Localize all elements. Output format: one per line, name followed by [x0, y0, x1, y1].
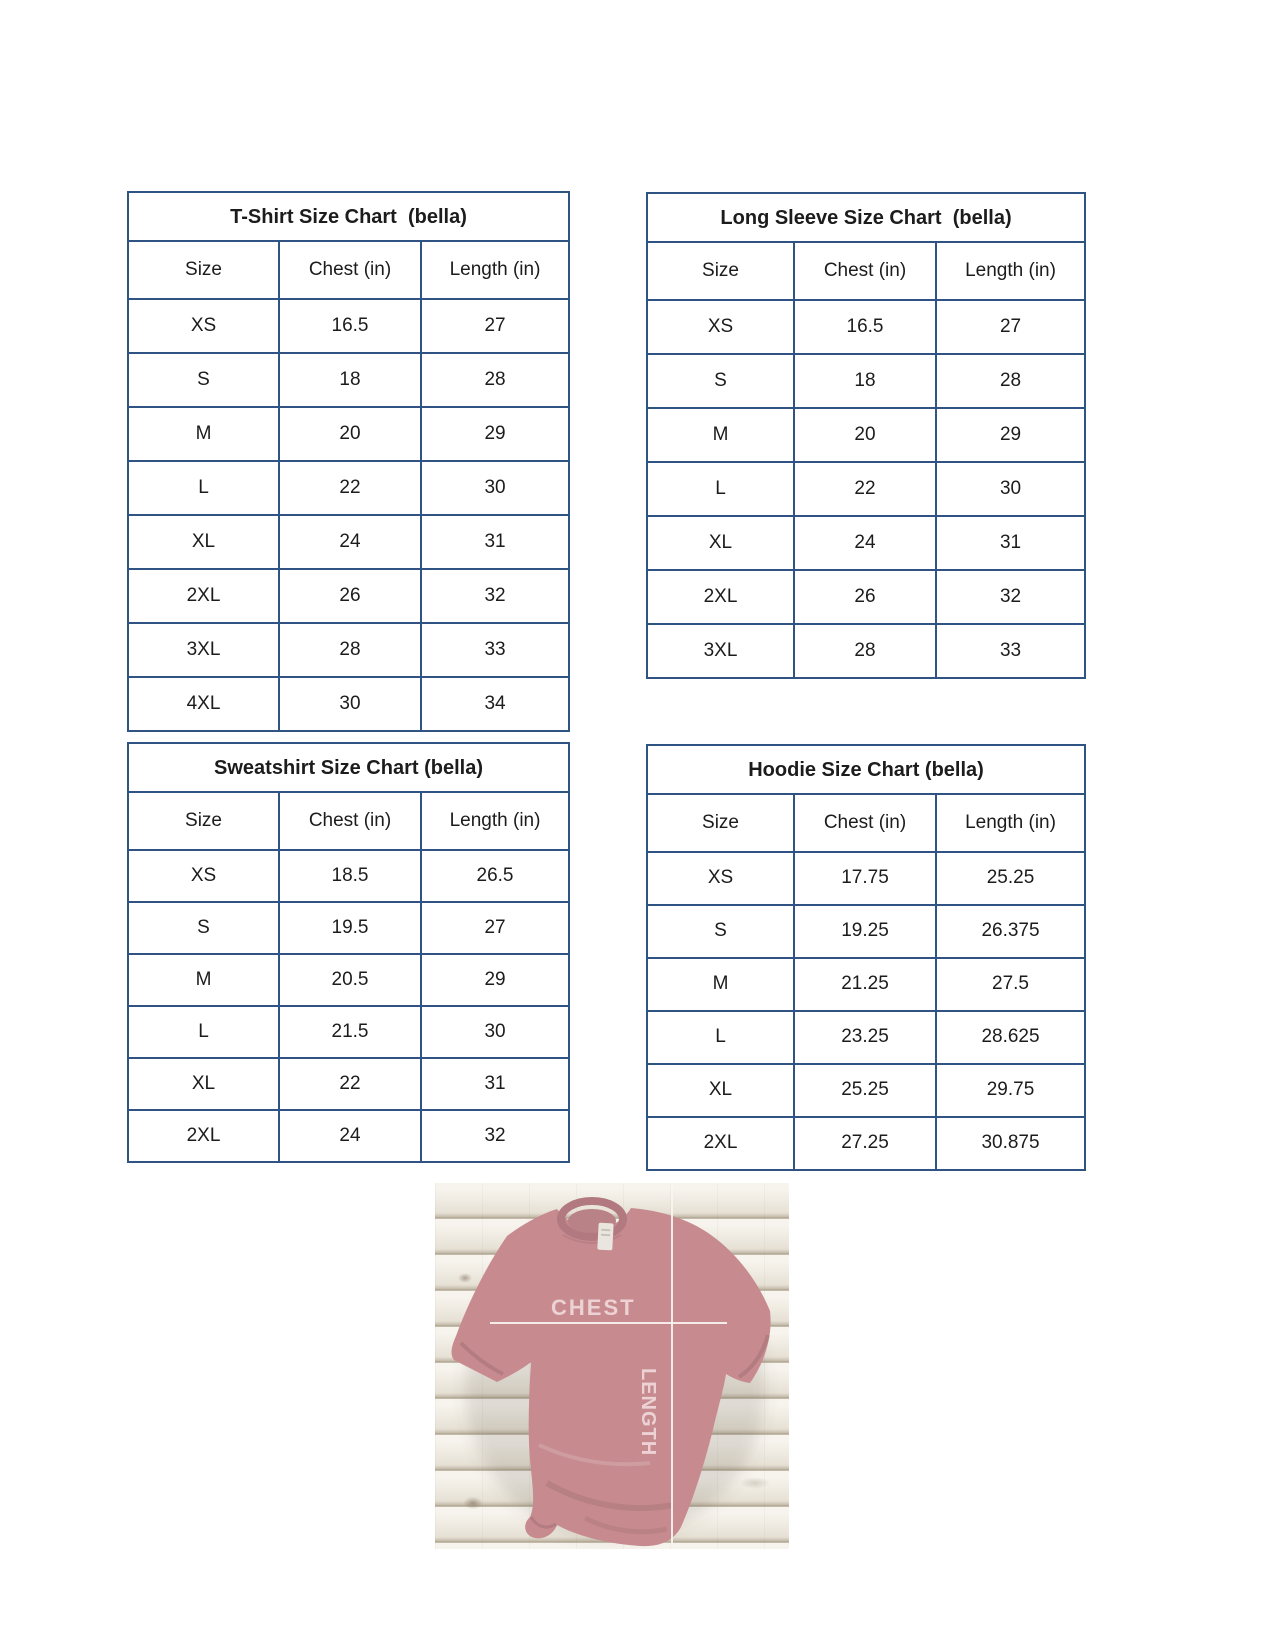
table-cell: 30	[936, 462, 1085, 516]
table-cell: 31	[421, 515, 569, 569]
table-cell: XL	[128, 515, 279, 569]
table-row	[128, 569, 569, 623]
table-row	[647, 300, 1085, 354]
table-cell: 28.625	[936, 1011, 1085, 1064]
table-cell: 26	[279, 569, 421, 623]
table-row	[128, 954, 569, 1006]
column-header: Chest (in)	[279, 792, 421, 850]
table-cell: M	[128, 407, 279, 461]
table-cell: 17.75	[794, 852, 936, 905]
table-row	[128, 407, 569, 461]
table-cell: 19.25	[794, 905, 936, 958]
table-row	[647, 462, 1085, 516]
table-row	[647, 354, 1085, 408]
column-header: Size	[128, 792, 279, 850]
table-row	[128, 1006, 569, 1058]
table-row	[647, 1117, 1085, 1170]
table-cell: XS	[128, 850, 279, 902]
table-row	[647, 852, 1085, 905]
table-cell: 24	[279, 515, 421, 569]
table-row	[647, 1064, 1085, 1117]
column-header: Size	[647, 242, 794, 300]
table-cell: 22	[279, 461, 421, 515]
column-header: Length (in)	[421, 792, 569, 850]
table-cell: S	[128, 353, 279, 407]
table-row	[128, 515, 569, 569]
table-cell: 33	[421, 623, 569, 677]
table-row	[647, 958, 1085, 1011]
table-cell: 23.25	[794, 1011, 936, 1064]
table-cell: 33	[936, 624, 1085, 678]
table-cell: 16.5	[279, 299, 421, 353]
table-row	[647, 905, 1085, 958]
table-title: Hoodie Size Chart (bella)	[647, 745, 1085, 794]
table-row	[128, 353, 569, 407]
table-title: T-Shirt Size Chart (bella)	[128, 192, 569, 241]
table-cell: 28	[279, 623, 421, 677]
table-row	[647, 1011, 1085, 1064]
table-cell: 20.5	[279, 954, 421, 1006]
table-cell: 21.5	[279, 1006, 421, 1058]
table-cell: 26.375	[936, 905, 1085, 958]
table-cell: 32	[421, 569, 569, 623]
table-cell: 25.25	[794, 1064, 936, 1117]
table-row	[128, 299, 569, 353]
table-cell: 24	[794, 516, 936, 570]
table-cell: XL	[647, 516, 794, 570]
neck-label	[597, 1223, 613, 1251]
table-cell: 25.25	[936, 852, 1085, 905]
table-title: Sweatshirt Size Chart (bella)	[128, 743, 569, 792]
table-cell: 28	[794, 624, 936, 678]
table-cell: 22	[279, 1058, 421, 1110]
table-cell: 24	[279, 1110, 421, 1162]
table-row	[128, 623, 569, 677]
table-cell: XL	[128, 1058, 279, 1110]
tshirt-body	[452, 1208, 771, 1546]
table-cell: 27	[936, 300, 1085, 354]
chest-label: CHEST	[551, 1295, 636, 1320]
table-cell: 30	[421, 1006, 569, 1058]
size-table-hoodie	[646, 744, 1086, 1171]
table-cell: S	[647, 905, 794, 958]
table-cell: 20	[794, 408, 936, 462]
table-cell: 22	[794, 462, 936, 516]
table-cell: L	[128, 461, 279, 515]
column-header: Size	[647, 794, 794, 852]
table-cell: 29	[421, 954, 569, 1006]
table-cell: 19.5	[279, 902, 421, 954]
tshirt-size-table-container	[127, 191, 568, 732]
chest-measure-line	[490, 1322, 727, 1324]
table-row	[128, 850, 569, 902]
table-cell: 29.75	[936, 1064, 1085, 1117]
table-cell: 3XL	[128, 623, 279, 677]
table-cell: 18	[794, 354, 936, 408]
table-cell: L	[647, 462, 794, 516]
column-header: Size	[128, 241, 279, 299]
table-cell: 30	[279, 677, 421, 731]
table-row	[647, 408, 1085, 462]
table-cell: 30.875	[936, 1117, 1085, 1170]
table-cell: 29	[421, 407, 569, 461]
table-cell: L	[128, 1006, 279, 1058]
table-row	[647, 624, 1085, 678]
size-table-longsleeve	[646, 192, 1086, 679]
table-cell: 26.5	[421, 850, 569, 902]
table-title: Long Sleeve Size Chart (bella)	[647, 193, 1085, 242]
column-header: Chest (in)	[279, 241, 421, 299]
table-row	[128, 461, 569, 515]
table-cell: XS	[647, 852, 794, 905]
hoodie-size-table-container	[646, 744, 1084, 1171]
column-header: Length (in)	[421, 241, 569, 299]
table-cell: S	[647, 354, 794, 408]
table-row	[647, 570, 1085, 624]
table-cell: 21.25	[794, 958, 936, 1011]
size-table-tshirt	[127, 191, 570, 732]
size-table-sweatshirt	[127, 742, 570, 1163]
column-header: Chest (in)	[794, 794, 936, 852]
table-cell: 27	[421, 299, 569, 353]
table-cell: 2XL	[128, 569, 279, 623]
column-header: Chest (in)	[794, 242, 936, 300]
table-row	[128, 902, 569, 954]
table-cell: 20	[279, 407, 421, 461]
table-cell: M	[128, 954, 279, 1006]
product-photo	[435, 1183, 789, 1549]
table-row	[128, 1110, 569, 1162]
longsleeve-size-table-container	[646, 192, 1084, 679]
table-cell: 29	[936, 408, 1085, 462]
table-cell: S	[128, 902, 279, 954]
table-row	[128, 1058, 569, 1110]
table-cell: 28	[936, 354, 1085, 408]
table-cell: 30	[421, 461, 569, 515]
length-measure-line	[671, 1183, 673, 1545]
table-cell: L	[647, 1011, 794, 1064]
table-cell: 16.5	[794, 300, 936, 354]
table-cell: M	[647, 408, 794, 462]
table-cell: 28	[421, 353, 569, 407]
table-cell: 26	[794, 570, 936, 624]
table-cell: 18	[279, 353, 421, 407]
table-cell: 32	[936, 570, 1085, 624]
table-cell: 2XL	[128, 1110, 279, 1162]
table-cell: 31	[936, 516, 1085, 570]
table-cell: 18.5	[279, 850, 421, 902]
sweatshirt-size-table-container	[127, 742, 568, 1163]
table-cell: 27.5	[936, 958, 1085, 1011]
table-cell: 27	[421, 902, 569, 954]
length-label: LENGTH	[637, 1368, 659, 1457]
table-cell: 34	[421, 677, 569, 731]
table-row	[128, 677, 569, 731]
table-cell: 32	[421, 1110, 569, 1162]
table-cell: XL	[647, 1064, 794, 1117]
table-row	[647, 516, 1085, 570]
table-cell: XS	[128, 299, 279, 353]
table-cell: 2XL	[647, 1117, 794, 1170]
table-cell: 31	[421, 1058, 569, 1110]
column-header: Length (in)	[936, 794, 1085, 852]
table-cell: 3XL	[647, 624, 794, 678]
column-header: Length (in)	[936, 242, 1085, 300]
table-cell: 4XL	[128, 677, 279, 731]
table-cell: XS	[647, 300, 794, 354]
tshirt-illustration	[435, 1183, 789, 1549]
table-cell: M	[647, 958, 794, 1011]
table-cell: 2XL	[647, 570, 794, 624]
table-cell: 27.25	[794, 1117, 936, 1170]
